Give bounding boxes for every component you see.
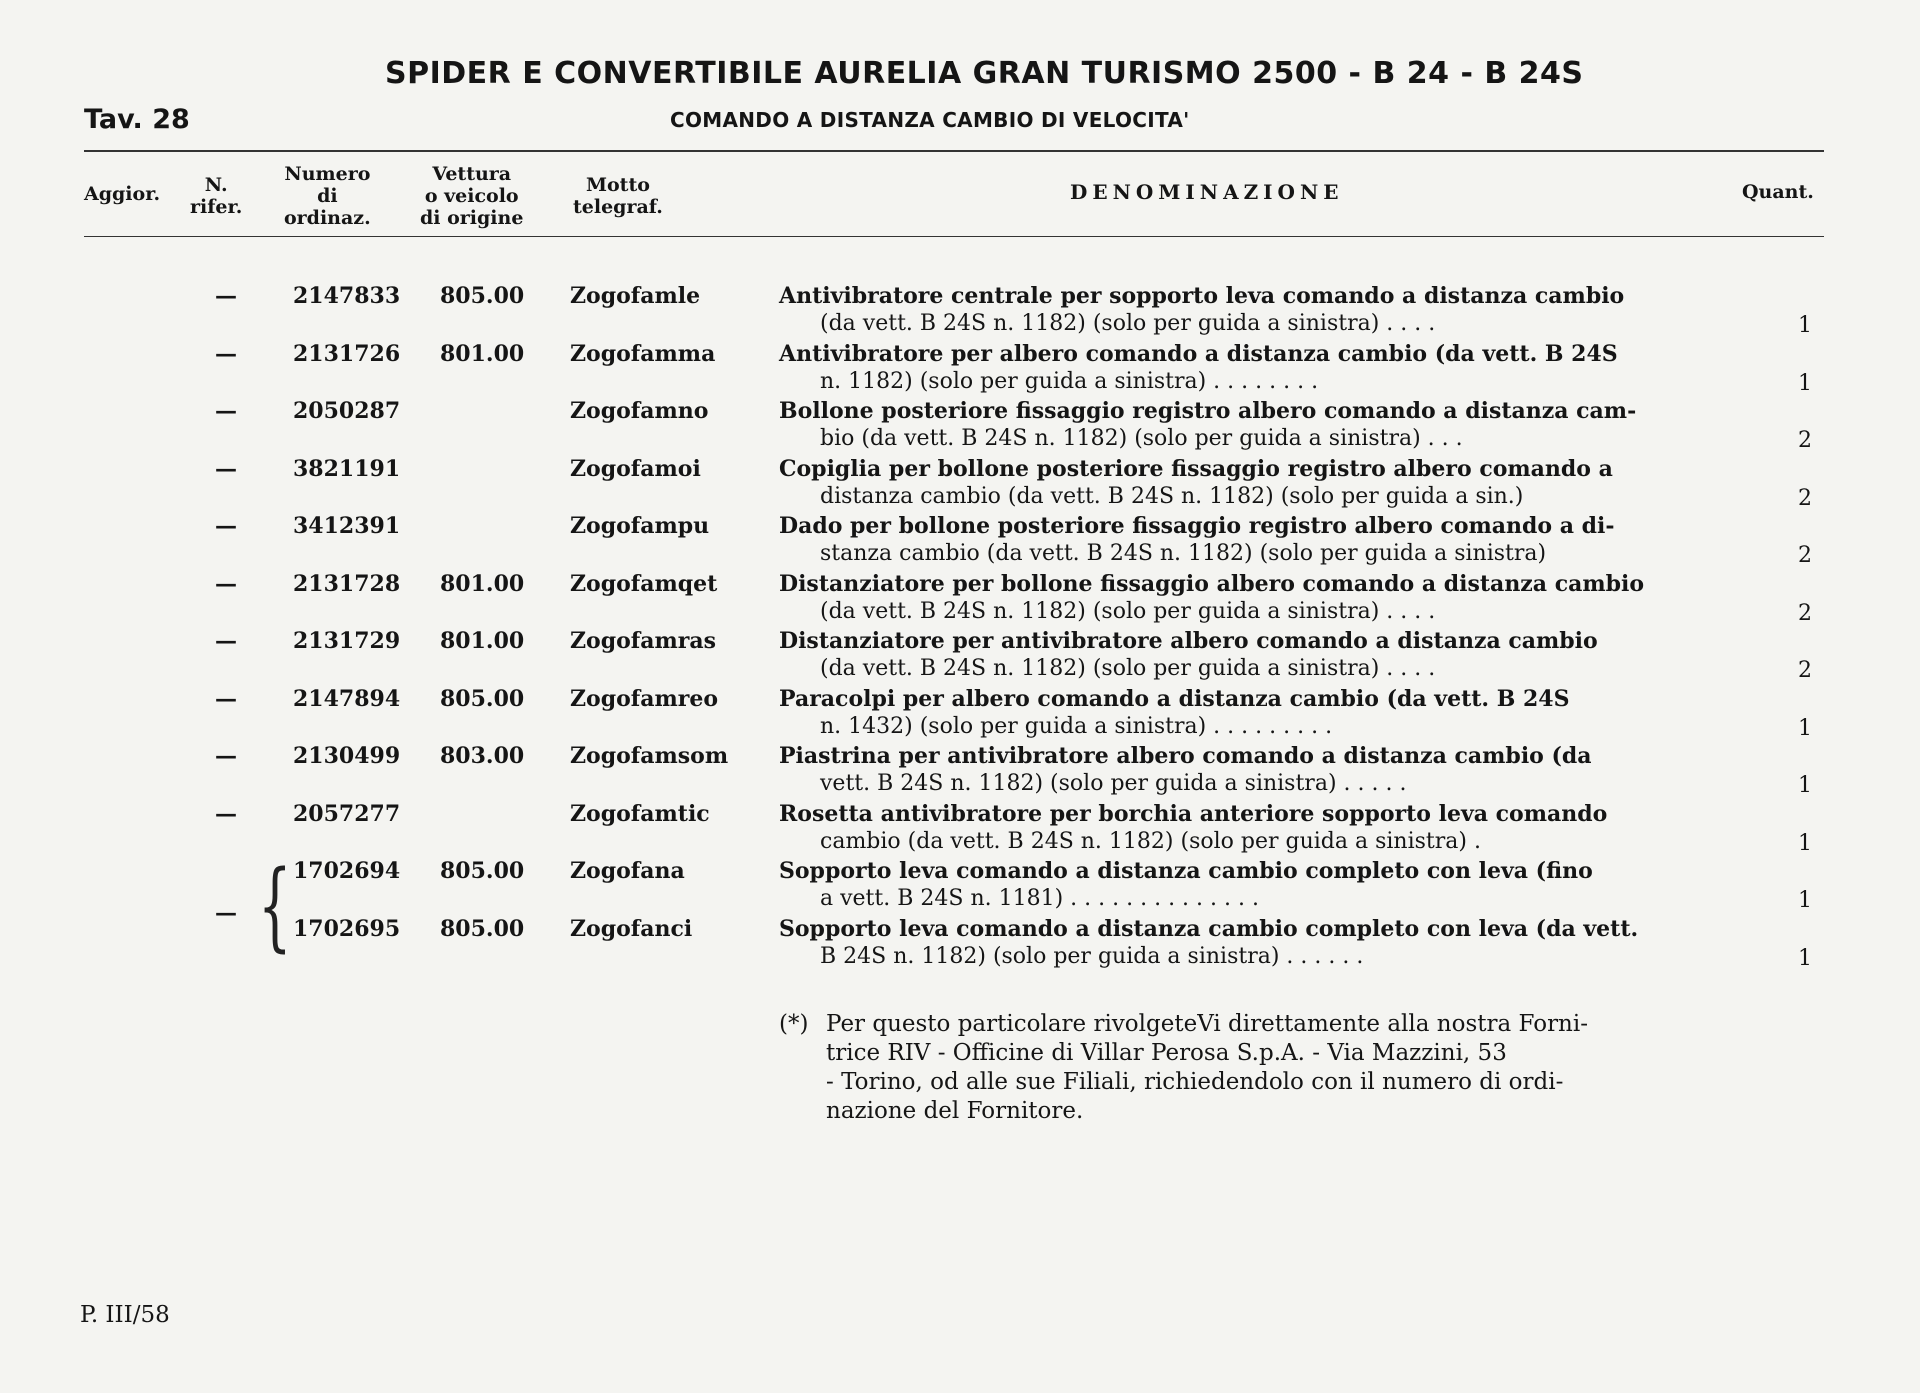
cell-quantity: 2 xyxy=(1798,428,1812,453)
cell-telegraph-code: Zogofamqet xyxy=(570,570,718,597)
col-header-denominazione: DENOMINAZIONE xyxy=(1070,180,1344,204)
footnote-line: - Torino, od alle sue Filiali, richiedendolo con il numero di ordi- xyxy=(826,1069,1564,1095)
cell-telegraph-code: Zogofamras xyxy=(570,628,717,654)
cell-quantity: 1 xyxy=(1798,830,1812,856)
cell-quantity: 1 xyxy=(1798,945,1812,971)
cell-quantity: 2 xyxy=(1798,485,1812,511)
cell-description xyxy=(779,283,1741,337)
table-row xyxy=(0,398,1920,455)
description-line: (da vett. B 24S n. 1182) (solo per guida a sinistra) . . . . xyxy=(820,311,1436,336)
cell-order-number: 3412391 xyxy=(293,513,401,539)
cell-quantity: 1 xyxy=(1798,370,1812,396)
description-line: Piastrina per antivibratore albero comando a distanza cambio (da xyxy=(779,743,1592,769)
col-header-rifer: N. rifer. xyxy=(190,174,243,218)
cell-vehicle: 805.00 xyxy=(440,915,525,942)
cell-telegraph-code: Zogofamtic xyxy=(570,800,710,827)
cell-telegraph-code: Zogofanci xyxy=(570,915,693,942)
description-line: vett. B 24S n. 1182) (solo per guida a sinistra) . . . . . xyxy=(820,771,1407,796)
cell-quantity: 1 xyxy=(1798,888,1812,913)
cell-order-number: 2050287 xyxy=(293,398,401,424)
cell-order-number: 2057277 xyxy=(293,800,401,827)
cell-description xyxy=(779,801,1741,855)
cell-vehicle: 801.00 xyxy=(440,570,525,597)
cell-description xyxy=(779,513,1741,567)
cell-quantity: 2 xyxy=(1798,658,1812,683)
cell-order-number: 2131728 xyxy=(293,570,401,597)
cell-description xyxy=(779,341,1741,395)
table-row xyxy=(0,456,1920,513)
table-row xyxy=(0,686,1920,743)
cell-rifer: — xyxy=(215,340,237,367)
col-header-motto: Motto telegraf. xyxy=(573,174,663,218)
header-top-rule xyxy=(84,150,1824,152)
group-rifer-dash: — xyxy=(215,900,237,926)
footnote xyxy=(779,1010,1741,1126)
cell-rifer: — xyxy=(215,455,237,482)
cell-description xyxy=(779,858,1741,912)
description-line: stanza cambio (da vett. B 24S n. 1182) (solo per guida a sinistra) xyxy=(820,541,1547,566)
description-line: distanza cambio (da vett. B 24S n. 1182) (solo per guida a sin.) xyxy=(820,483,1524,509)
cell-telegraph-code: Zogofamoi xyxy=(570,455,701,482)
page-number: P. III/58 xyxy=(80,1302,170,1328)
description-line: n. 1432) (solo per guida a sinistra) . . . . . . . . . xyxy=(820,713,1333,739)
table-number: Tav. 28 xyxy=(84,104,190,135)
cell-telegraph-code: Zogofampu xyxy=(570,513,710,539)
description-line: Paracolpi per albero comando a distanza cambio (da vett. B 24S xyxy=(779,685,1570,712)
description-line: a vett. B 24S n. 1181) . . . . . . . . . . . . . . xyxy=(820,886,1259,911)
col-header-quant: Quant. xyxy=(1742,181,1814,203)
cell-telegraph-code: Zogofana xyxy=(570,858,685,884)
cell-order-number: 1702694 xyxy=(293,858,401,884)
description-line: n. 1182) (solo per guida a sinistra) . . . . . . . . xyxy=(820,368,1319,394)
cell-rifer: — xyxy=(215,800,237,827)
cell-rifer: — xyxy=(215,570,237,597)
cell-vehicle: 805.00 xyxy=(440,858,525,884)
description-line: B 24S n. 1182) (solo per guida a sinistra) . . . . . . xyxy=(820,943,1364,969)
cell-vehicle: 805.00 xyxy=(440,283,525,309)
cell-rifer: — xyxy=(215,685,237,712)
table-row xyxy=(0,341,1920,398)
cell-order-number: 2130499 xyxy=(293,743,401,769)
description-line: Bollone posteriore fissaggio registro albero comando a distanza cam- xyxy=(779,398,1637,424)
cell-quantity: 2 xyxy=(1798,600,1812,626)
cell-description xyxy=(779,571,1741,625)
cell-rifer: — xyxy=(215,743,237,769)
cell-quantity: 1 xyxy=(1798,313,1812,338)
cell-telegraph-code: Zogofamno xyxy=(570,398,709,424)
description-line: Rosetta antivibratore per borchia anteriore sopporto leva comando xyxy=(779,800,1608,827)
description-line: cambio (da vett. B 24S n. 1182) (solo per guida a sinistra) . xyxy=(820,828,1481,854)
footnote-line: trice RIV - Officine di Villar Perosa S.p.A. - Via Mazzini, 53 xyxy=(826,1040,1507,1066)
cell-rifer: — xyxy=(215,513,237,539)
table-row xyxy=(0,628,1920,685)
table-row xyxy=(0,571,1920,628)
cell-telegraph-code: Zogofamsom xyxy=(570,743,729,769)
cell-rifer: — xyxy=(215,628,237,654)
cell-order-number: 2131726 xyxy=(293,340,401,367)
page-title: SPIDER E CONVERTIBILE AURELIA GRAN TURISMO 2500 - B 24 - B 24S xyxy=(385,56,1584,91)
cell-telegraph-code: Zogofamma xyxy=(570,340,716,367)
cell-vehicle: 805.00 xyxy=(440,685,525,712)
cell-description xyxy=(779,686,1741,740)
description-line: Sopporto leva comando a distanza cambio completo con leva (da vett. xyxy=(779,915,1639,942)
col-header-vettura: Vettura o veicolo di origine xyxy=(420,163,524,229)
cell-description xyxy=(779,916,1741,970)
footnote-text xyxy=(826,1010,1741,1126)
description-line: Copiglia per bollone posteriore fissaggio registro albero comando a xyxy=(779,455,1613,482)
cell-quantity: 1 xyxy=(1798,773,1812,798)
table-row xyxy=(0,801,1920,858)
page-subtitle: COMANDO A DISTANZA CAMBIO DI VELOCITA' xyxy=(670,108,1190,132)
header-bottom-rule xyxy=(84,236,1824,237)
cell-telegraph-code: Zogofamle xyxy=(570,283,701,309)
cell-order-number: 1702695 xyxy=(293,915,401,942)
table-row xyxy=(0,513,1920,570)
cell-rifer: — xyxy=(215,398,237,424)
footnote-line: nazione del Fornitore. xyxy=(826,1098,1084,1124)
cell-description xyxy=(779,743,1741,797)
cell-quantity: 1 xyxy=(1798,715,1812,741)
table-row xyxy=(0,283,1920,340)
description-line: Distanziatore per antivibratore albero comando a distanza cambio xyxy=(779,628,1598,654)
table-row xyxy=(0,743,1920,800)
description-line: (da vett. B 24S n. 1182) (solo per guida a sinistra) . . . . xyxy=(820,598,1436,624)
description-line: (da vett. B 24S n. 1182) (solo per guida a sinistra) . . . . xyxy=(820,656,1436,681)
footnote-line: Per questo particolare rivolgeteVi direttamente alla nostra Forni- xyxy=(826,1011,1588,1037)
footnote-mark: (*) xyxy=(779,1011,809,1037)
col-header-numero: Numero di ordinaz. xyxy=(284,163,371,229)
cell-vehicle: 803.00 xyxy=(440,743,525,769)
cell-quantity: 2 xyxy=(1798,543,1812,568)
description-line: Sopporto leva comando a distanza cambio completo con leva (fino xyxy=(779,858,1593,884)
cell-order-number: 2147833 xyxy=(293,283,401,309)
col-header-aggior: Aggior. xyxy=(84,183,161,205)
cell-order-number: 3821191 xyxy=(293,455,401,482)
cell-vehicle: 801.00 xyxy=(440,340,525,367)
group-brace: { xyxy=(258,850,292,962)
cell-description xyxy=(779,398,1741,452)
cell-vehicle: 801.00 xyxy=(440,628,525,654)
description-line: Dado per bollone posteriore fissaggio registro albero comando a di- xyxy=(779,513,1615,539)
description-line: Distanziatore per bollone fissaggio albero comando a distanza cambio xyxy=(779,570,1645,597)
cell-rifer: — xyxy=(215,283,237,309)
cell-telegraph-code: Zogofamreo xyxy=(570,685,719,712)
cell-order-number: 2131729 xyxy=(293,628,401,654)
description-line: Antivibratore centrale per sopporto leva comando a distanza cambio xyxy=(779,283,1625,309)
cell-description xyxy=(779,628,1741,682)
description-line: bio (da vett. B 24S n. 1182) (solo per guida a sinistra) . . . xyxy=(820,426,1463,451)
cell-order-number: 2147894 xyxy=(293,685,401,712)
cell-description xyxy=(779,456,1741,510)
description-line: Antivibratore per albero comando a distanza cambio (da vett. B 24S xyxy=(779,340,1618,367)
